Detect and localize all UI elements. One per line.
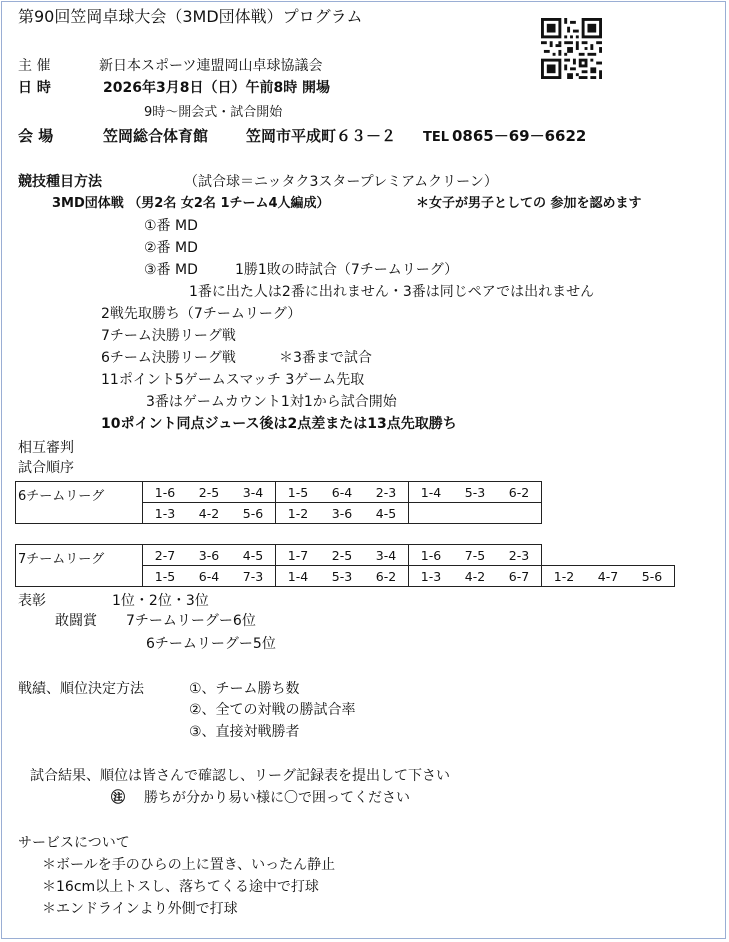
six-team-row-1 <box>16 482 675 503</box>
note-mark-icon: ㊟ <box>111 790 125 806</box>
page-title: 第90回笠岡卓球大会（3MD団体戦）プログラム <box>18 7 363 26</box>
datetime-value: 2026年3月8日（日）午前8時 開場 <box>103 80 331 96</box>
service-rule-1: ＊ボールを手のひらの上に置き、いったん静止 <box>42 857 336 873</box>
datetime-sub: 9時〜開会式・試合開始 <box>144 105 283 120</box>
fighting-spirit-7: 7チームリーグー6位 <box>126 613 256 629</box>
match-cell: 2-5 <box>320 545 364 566</box>
match-cell: 1-2 <box>276 503 321 524</box>
match-order-table <box>15 481 675 587</box>
match-cell: 5-6 <box>231 503 276 524</box>
ranking-heading: 戦績、順位決定方法 <box>18 681 144 697</box>
match-cell: 1-7 <box>276 545 321 566</box>
order-rule: 1番に出た人は2番に出れません・3番は同じペアでは出れません <box>189 284 595 300</box>
service-heading: サービスについて <box>18 835 130 851</box>
event-heading: 競技種目方法 <box>18 174 102 190</box>
match-cell: 1-4 <box>409 482 454 503</box>
tel-value: 0865－69－6622 <box>452 127 587 145</box>
rule-6-team: 6チーム決勝リーグ戦 <box>101 350 236 366</box>
match-cell: 7-5 <box>453 545 497 566</box>
order-3: ③番 MD <box>144 262 198 278</box>
match-cell: 3-4 <box>364 545 409 566</box>
match-cell: 4-2 <box>453 566 497 587</box>
organizer-label: 主 催 <box>18 58 51 74</box>
match-cell: 4-5 <box>364 503 409 524</box>
rule-points: 11ポイント5ゲームスマッチ 3ゲーム先取 <box>101 372 365 388</box>
match-cell: 6-2 <box>497 482 542 503</box>
match-cell: 3-6 <box>187 545 231 566</box>
match-cell: 2-3 <box>364 482 409 503</box>
match-cell: 4-2 <box>187 503 231 524</box>
tel-label: TEL <box>423 130 450 145</box>
ranking-method-3: ③、直接対戦勝者 <box>189 724 300 740</box>
seven-team-label: 7チームリーグ <box>16 545 143 587</box>
order-heading: 試合順序 <box>18 460 74 476</box>
fighting-spirit-label: 敢闘賞 <box>55 613 97 629</box>
match-cell: 4-7 <box>586 566 630 587</box>
service-rule-2: ＊16cm以上トスし、落ちてくる途中で打球 <box>42 879 319 895</box>
ranking-method-2: ②、全ての対戦の勝試合率 <box>189 702 356 718</box>
match-cell: 5-3 <box>320 566 364 587</box>
ranking-method-1: ①、チーム勝ち数 <box>189 681 300 697</box>
order-2: ②番 MD <box>144 240 198 256</box>
service-rule-3: ＊エンドラインより外側で打球 <box>42 901 238 917</box>
women-note: ＊女子が男子としての 参加を認めます <box>416 196 642 211</box>
results-instruction: 試合結果、順位は皆さんで確認し、リーグ記録表を提出して下さい <box>30 768 450 784</box>
match-cell: 1-6 <box>143 482 188 503</box>
match-cell: 5-3 <box>453 482 497 503</box>
match-cell: 2-3 <box>497 545 542 566</box>
awards-heading: 表彰 <box>18 593 46 609</box>
results-circle-note: 勝ちが分かり易い様に〇で囲ってください <box>144 790 410 806</box>
match-cell: 1-5 <box>143 566 188 587</box>
rule-2-wins: 2戦先取勝ち（7チームリーグ） <box>101 306 302 322</box>
order-3-note: 1勝1敗の時試合（7チームリーグ） <box>235 262 459 278</box>
match-cell: 2-7 <box>143 545 188 566</box>
match-cell: 1-3 <box>409 566 454 587</box>
match-cell: 6-4 <box>187 566 231 587</box>
match-cell: 2-5 <box>187 482 231 503</box>
match-cell: 4-5 <box>231 545 276 566</box>
match-cell: 3-6 <box>320 503 364 524</box>
match-cell: 1-3 <box>143 503 188 524</box>
match-cell: 6-4 <box>320 482 364 503</box>
rule-6-team-note: ＊3番まで試合 <box>279 350 372 366</box>
match-cell: 1-4 <box>276 566 321 587</box>
venue-address: 笠岡市平成町６３－２ <box>246 127 397 145</box>
seven-team-row-1 <box>16 545 675 566</box>
venue-label: 会 場 <box>18 127 54 145</box>
rule-deuce: 10ポイント同点ジュース後は2点差または13点先取勝ち <box>101 416 457 432</box>
match-cell: 1-6 <box>409 545 454 566</box>
venue-value: 笠岡総合体育館 <box>103 127 209 145</box>
datetime-label: 日 時 <box>18 80 51 96</box>
awards-places: 1位・2位・3位 <box>112 593 209 609</box>
rule-game-count: 3番はゲームカウント1対1から試合開始 <box>146 394 397 410</box>
team-type: 3MD団体戦 （男2名 女2名 1チーム4人編成） <box>52 196 330 211</box>
match-cell: 3-4 <box>231 482 276 503</box>
match-cell: 1-2 <box>542 566 587 587</box>
order-1: ①番 MD <box>144 218 198 234</box>
match-cell: 7-3 <box>231 566 276 587</box>
referee-note: 相互審判 <box>18 440 74 456</box>
match-cell: 6-2 <box>364 566 409 587</box>
ball-note: （試合球＝ニッタク3スタープレミアムクリーン） <box>184 174 498 190</box>
match-cell: 1-5 <box>276 482 321 503</box>
qr-code-icon <box>541 17 602 80</box>
rule-7-team: 7チーム決勝リーグ戦 <box>101 328 236 344</box>
match-cell: 6-7 <box>497 566 542 587</box>
match-cell: 5-6 <box>630 566 675 587</box>
six-team-label: 6チームリーグ <box>16 482 143 524</box>
fighting-spirit-6: 6チームリーグー5位 <box>146 636 276 652</box>
organizer-value: 新日本スポーツ連盟岡山卓球協議会 <box>99 58 323 74</box>
